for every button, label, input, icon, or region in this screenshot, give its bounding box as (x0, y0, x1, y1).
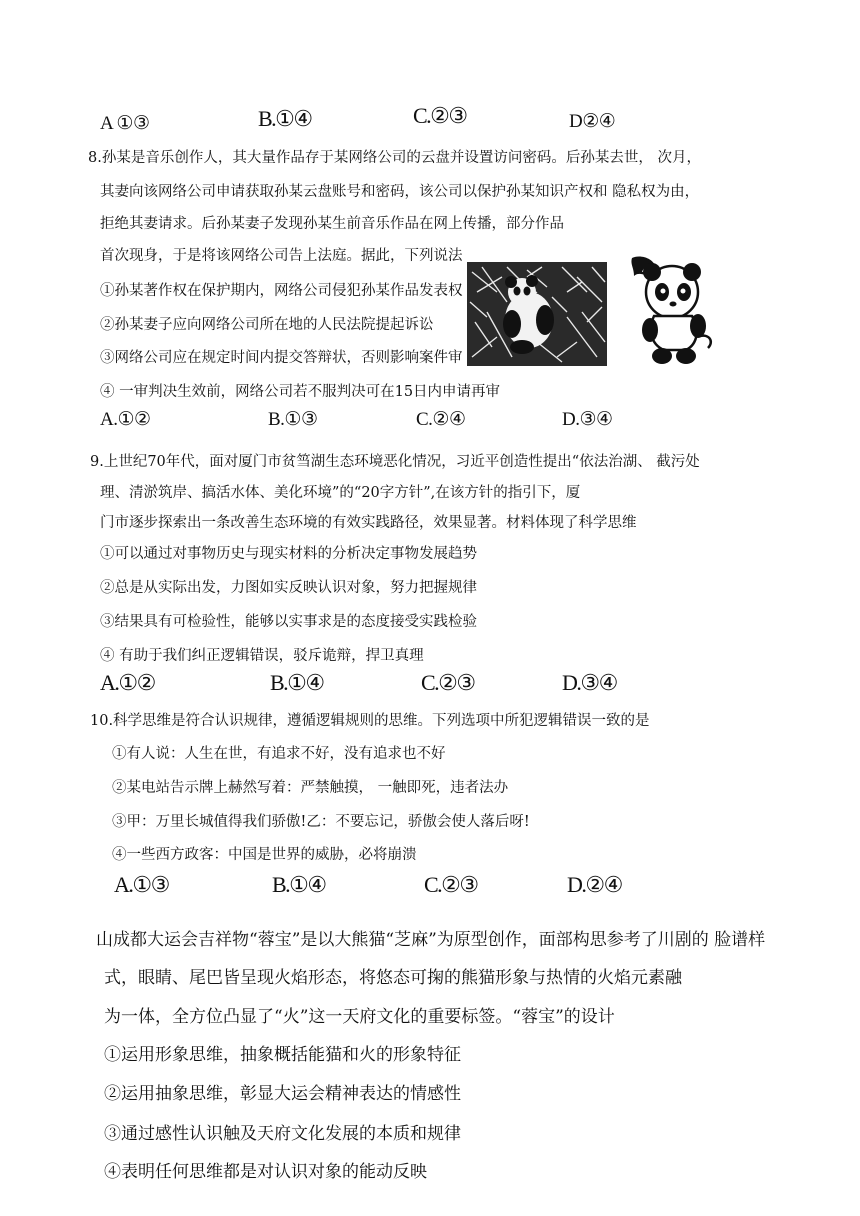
q9-stem-line: 门市逐步探索出一条改善生态环境的有效实践路径，效果显著。材料体现了科学思维 (100, 515, 637, 531)
q10-stem-line: 10.科学思维是符合认识规律，遵循逻辑规则的思维。下列选项中所犯逻辑错误一致的是 (90, 713, 650, 729)
q9-stem-line: 理、清淤筑岸、搞活水体、美化环境”的“20字方针”,在该方针的指引下，厦 (100, 485, 581, 501)
q9-stem-line: 9.上世纪70年代，面对厦门市贫筜湖生态环境恶化情况，习近平创造性提出“依法治湖、 截污处 (90, 454, 700, 470)
q9-item: ④ 有助于我们纠正逻辑错误，驳斥诡辩，捍卫真理 (100, 648, 424, 664)
q10-item: ①有人说：人生在世，有追求不好，没有追求也不好 (112, 746, 446, 762)
q9-option-b: B.①④ (270, 670, 324, 695)
q8-item: ④ 一审判决生效前，网络公司若不服判决可在15日内申请再审 (100, 384, 501, 400)
q10-option-b: B.①④ (272, 872, 326, 897)
q8-stem-line: 首次现身，于是将该网络公司告上法庭。据此，下列说法 (100, 248, 463, 264)
panda-photo-image (467, 262, 607, 366)
q7-option-a: A ①③ (100, 113, 150, 134)
panda-cartoon-image (628, 252, 718, 370)
q11-item: ①运用形象思维，抽象概括能猫和火的形象特征 (104, 1045, 461, 1065)
q9-option-d: D.③④ (562, 670, 617, 695)
q10-item: ③甲：万里长城值得我们骄傲!乙：不要忘记，骄傲会使人落后呀! (112, 814, 530, 830)
q7-option-d: D②④ (569, 111, 616, 132)
q11-stem-line: 式，眼睛、尾巴皆呈现火焰形态，将悠态可掬的熊猫形象与热情的火焰元素融 (104, 968, 682, 988)
q8-item: ①孙某著作权在保护期内，网络公司侵犯孙某作品发表权 (100, 283, 463, 299)
q8-option-c: C.②④ (416, 409, 466, 430)
q8-stem-line: 8.孙某是音乐创作人，其大量作品存于某网络公司的云盘并设置访问密码。后孙某去世， 次月， (88, 150, 701, 166)
q10-option-a: A.①③ (114, 872, 169, 897)
q8-item: ③网络公司应在规定时间内提交答辩状，否则影响案件审 (100, 350, 463, 366)
q8-stem-line: 拒绝其妻请求。后孙某妻子发现孙某生前音乐作品在网上传播，部分作品 (100, 216, 564, 232)
q10-item: ②某电站告示牌上赫然写着：严禁触摸， 一触即死，违者法办 (112, 780, 509, 796)
q9-item: ③结果具有可检验性，能够以实事求是的态度接受实践检验 (100, 614, 477, 630)
q8-option-a: A.①② (100, 409, 151, 430)
q11-stem-line: 为一体，全方位凸显了“火”这一天府文化的重要标签。“蓉宝”的设计 (104, 1007, 615, 1027)
q10-option-c: C.②③ (424, 872, 478, 897)
q10-option-d: D.②④ (567, 872, 622, 897)
q9-option-c: C.②③ (421, 670, 475, 695)
q9-item: ①可以通过对事物历史与现实材料的分析决定事物发展趋势 (100, 546, 477, 562)
q8-item: ②孙某妻子应向网络公司所在地的人民法院提起诉讼 (100, 317, 434, 333)
q8-stem-line: 其妻向该网络公司申请获取孙某云盘账号和密码，该公司以保护孙某知识产权和 隐私权为由， (100, 184, 700, 200)
q11-item: ②运用抽象思维，彰显大运会精神表达的情感性 (104, 1084, 461, 1104)
q9-item: ②总是从实际出发，力图如实反映认识对象，努力把握规律 (100, 580, 477, 596)
q11-item: ③通过感性认识触及天府文化发展的本质和规律 (104, 1124, 461, 1144)
q11-stem-line: 山成都大运会吉祥物“蓉宝”是以大熊猫“芝麻”为原型创作，面部构思参考了川剧的 脸谱样 (96, 930, 766, 950)
q7-option-c: C.②③ (413, 103, 467, 128)
q8-option-d: D.③④ (562, 409, 613, 430)
q7-option-b: B.①④ (258, 106, 312, 131)
q11-item: ④表明任何思维都是对认识对象的能动反映 (104, 1162, 427, 1182)
q8-option-b: B.①③ (268, 409, 318, 430)
q10-item: ④一些西方政客：中国是世界的威胁，必将崩溃 (112, 847, 417, 863)
q9-option-a: A.①② (100, 670, 155, 695)
